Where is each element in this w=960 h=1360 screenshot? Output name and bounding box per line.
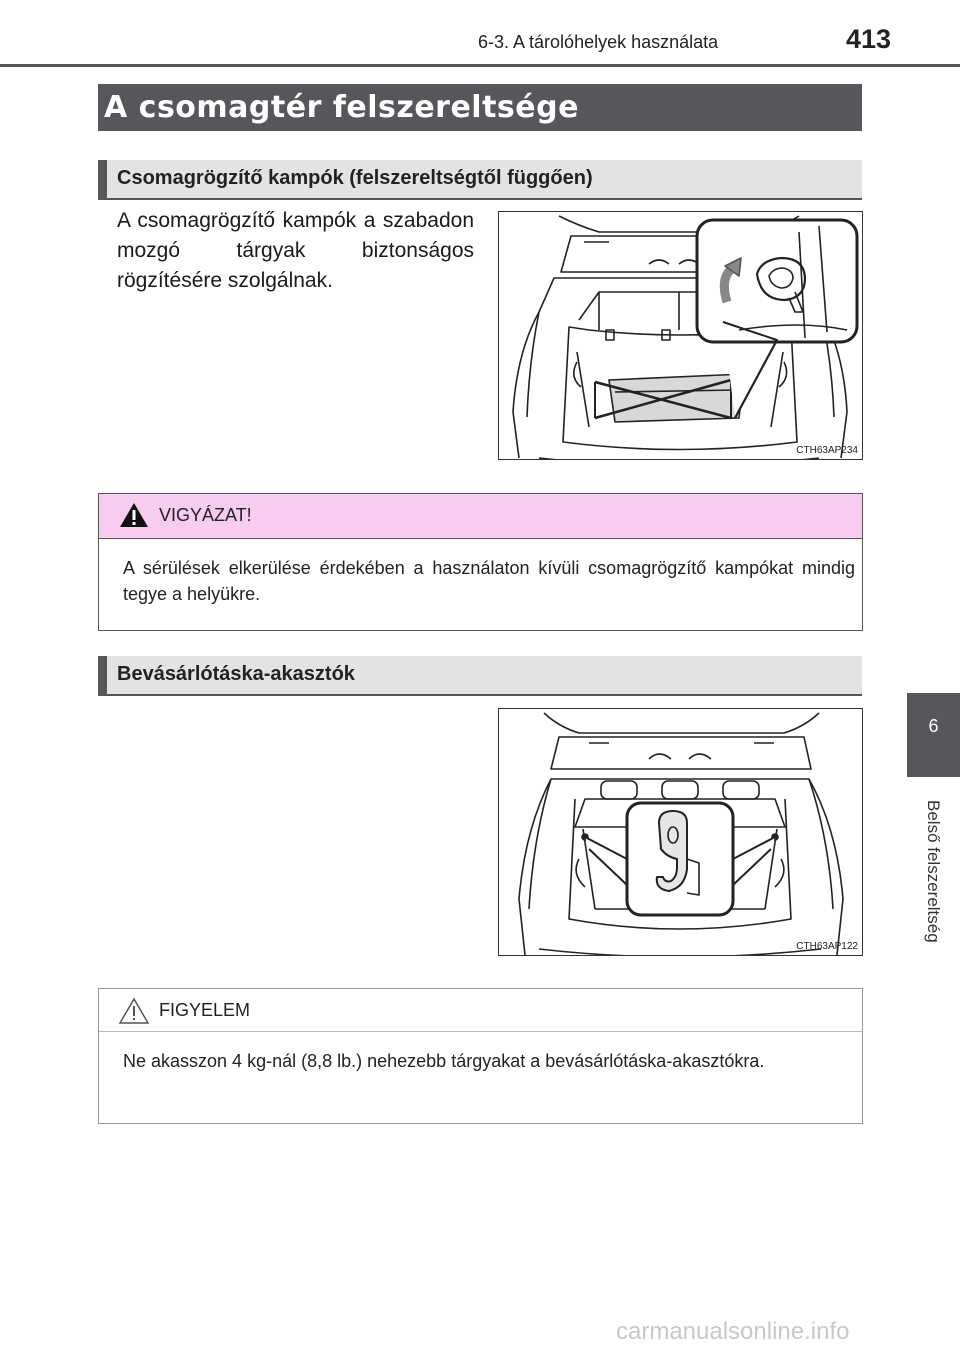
section-heading-bag-hooks xyxy=(98,656,862,696)
page-title: A csomagtér felszereltsége xyxy=(104,90,579,125)
chapter-number: 6 xyxy=(928,716,939,736)
section-body-text: A csomagrögzítő kampók a szabadon mozgó tárgyak biztonságos rögzítésére szolgálnak. xyxy=(117,209,474,292)
notice-box xyxy=(98,988,863,1124)
notice-text: Ne akasszon 4 kg-nál (8,8 lb.) nehezebb tárgyakat a bevásárlótáska-akasztókra. xyxy=(123,1051,765,1071)
section-heading-luggage-hooks xyxy=(98,160,862,200)
watermark: carmanualsonline.info xyxy=(616,1318,850,1345)
chapter-label: Belső felszereltség xyxy=(924,800,943,943)
notice-header xyxy=(99,989,862,1032)
section-heading-text: Bevásárlótáska-akasztók xyxy=(117,663,355,685)
page-number: 413 xyxy=(846,24,892,54)
section-header: 6-3. A tárolóhelyek használata xyxy=(478,32,719,52)
luggage-hooks-illustration xyxy=(498,211,863,460)
header-divider xyxy=(0,64,960,67)
heading-marker xyxy=(98,160,107,198)
warning-header xyxy=(99,494,862,539)
warning-triangle-icon xyxy=(118,501,150,529)
caution-triangle-outline-icon xyxy=(118,996,150,1026)
warning-text: A sérülések elkerülése érdekében a használaton kívüli csomagrögzítő kampókat mindig tegye a helyükre. xyxy=(123,558,855,604)
warning-title: VIGYÁZAT! xyxy=(159,505,252,525)
section-heading-text: Csomagrögzítő kampók (felszereltségtől függően) xyxy=(117,167,593,189)
figure-code: CTH63AP234 xyxy=(796,445,858,456)
notice-body xyxy=(99,1032,862,1123)
notice-title: FIGYELEM xyxy=(159,1000,251,1020)
trunk-bag-hooks-drawing xyxy=(499,709,862,955)
bag-hooks-illustration xyxy=(498,708,863,956)
heading-marker xyxy=(98,656,107,694)
warning-box xyxy=(98,493,863,631)
trunk-hooks-drawing xyxy=(499,212,862,459)
warning-body xyxy=(99,539,862,630)
figure-code: CTH63AP122 xyxy=(796,941,858,952)
